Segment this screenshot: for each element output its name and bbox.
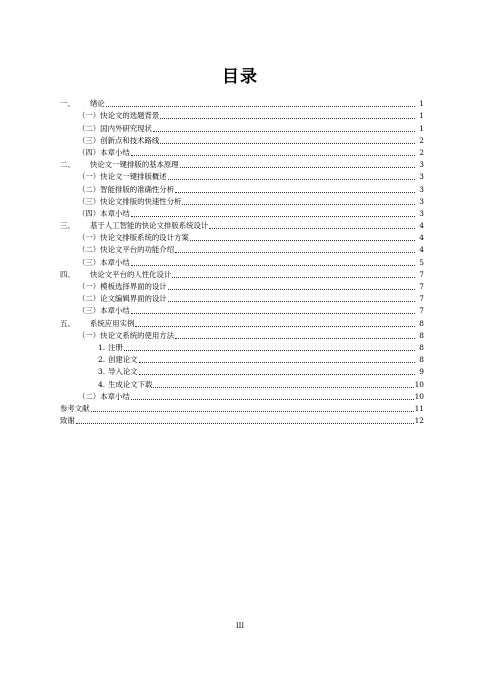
toc-entry-label: （一）模板选择界面的设计 [78, 282, 167, 291]
toc-entry-page: 2 [419, 135, 424, 145]
dot-leader [153, 387, 413, 388]
dot-leader [190, 240, 415, 241]
toc-entry-label: 快论文一键排版的基本原理 [90, 160, 179, 170]
dot-leader [182, 204, 415, 205]
toc-entry[interactable] [60, 134, 424, 146]
dot-leader [135, 326, 415, 327]
toc-entry[interactable] [60, 195, 424, 207]
toc-entry[interactable] [60, 292, 424, 304]
dot-leader [139, 362, 415, 363]
toc-entry-number: 2. [98, 355, 106, 365]
toc-entry[interactable] [60, 402, 424, 414]
toc-entry-page: 7 [419, 282, 424, 291]
dot-leader [160, 118, 415, 119]
dot-leader [175, 192, 415, 193]
dot-leader [172, 277, 415, 278]
toc-entry[interactable] [60, 304, 424, 316]
dot-leader [139, 374, 415, 375]
toc-entry-label: （一）快论文系统的使用方法 [78, 330, 175, 340]
toc-entry[interactable] [60, 121, 424, 133]
toc-entry-page: 8 [419, 318, 424, 328]
toc-entry-number: 一、 [60, 99, 75, 109]
dot-leader [131, 216, 415, 217]
toc-entry-page: 4 [419, 245, 424, 255]
toc-entry-label: （三）创新点和技术路线 [78, 135, 160, 145]
toc-entry[interactable] [60, 390, 424, 402]
toc-entry-label: 致谢 [60, 416, 75, 426]
toc-entry-page: 7 [419, 294, 424, 304]
toc-entry-page: 11 [414, 403, 424, 413]
dot-leader [131, 265, 415, 266]
dot-leader [168, 289, 415, 290]
toc-entry-page: 3 [419, 184, 424, 194]
dot-leader [160, 143, 415, 144]
toc-entry-page: 8 [419, 342, 424, 352]
toc-entry-number: 3. [98, 367, 106, 377]
toc-entry-label: （一）快论文排版系统的设计方案 [78, 233, 189, 243]
dot-leader [131, 399, 414, 400]
toc-entry[interactable] [60, 341, 424, 353]
toc-entry[interactable] [60, 414, 424, 426]
toc-entry[interactable] [60, 158, 424, 170]
toc-entry[interactable] [60, 231, 424, 243]
dot-leader [175, 338, 415, 339]
toc-entry-page: 8 [419, 330, 424, 340]
toc-entry-number: 二、 [60, 160, 75, 170]
dot-leader [153, 131, 415, 132]
toc-entry-page: 7 [419, 306, 424, 316]
toc-entry-label: 导入论文 [108, 367, 138, 377]
toc-entry[interactable] [60, 377, 424, 389]
toc-entry-label: 系统应用实例 [90, 318, 135, 328]
dot-leader [76, 423, 414, 424]
toc-entry-number: 五、 [60, 318, 75, 328]
toc-entry[interactable] [60, 182, 424, 194]
dot-leader [168, 179, 415, 180]
toc-entry-page: 8 [419, 355, 424, 365]
toc-entry-label: （二）快论文平台的功能介绍 [78, 245, 175, 255]
toc-entry-label: （四）本章小结 [78, 208, 130, 218]
toc-entry-number: 4. [98, 379, 106, 389]
toc-entry[interactable] [60, 268, 424, 280]
dot-leader [180, 167, 415, 168]
dot-leader [175, 252, 415, 253]
toc-entry-label: 生成论文下载 [108, 379, 153, 389]
toc-entry-page: 7 [419, 269, 424, 279]
toc-entry-label: （一）快论文的选题背景 [78, 111, 160, 121]
toc-entry-label: 快论文平台的人性化设计 [90, 269, 172, 279]
toc-entry[interactable] [60, 329, 424, 341]
toc-entry-page: 4 [419, 221, 424, 231]
toc-entry-label: 参考文献 [60, 403, 90, 413]
toc-entry-label: （二）智能排版的准确性分析 [78, 184, 175, 194]
dot-leader [91, 411, 414, 412]
toc-entry-page: 3 [419, 160, 424, 170]
toc-entry[interactable] [60, 109, 424, 121]
dot-leader [168, 301, 415, 302]
toc-entry[interactable] [60, 365, 424, 377]
toc-entry-page: 2 [419, 147, 424, 157]
toc-entry-page: 1 [419, 123, 424, 133]
toc-entry-label: 注册 [108, 342, 123, 352]
toc-entry-label: 创建论文 [108, 355, 138, 365]
toc-entry-label: （二）本章小结 [78, 391, 130, 401]
toc-entry[interactable] [60, 316, 424, 328]
toc-entry-label: （二）国内外研究现状 [78, 123, 152, 133]
toc-entry-number: 三、 [60, 221, 75, 231]
table-of-contents [60, 97, 424, 426]
dot-leader [209, 228, 415, 229]
toc-entry[interactable] [60, 207, 424, 219]
toc-entry[interactable] [60, 280, 424, 292]
toc-entry-label: （一）快论文一键排版概述 [78, 172, 167, 182]
toc-entry-label: 绪论 [90, 99, 105, 109]
toc-entry-number: 四、 [60, 269, 75, 279]
toc-entry[interactable] [60, 170, 424, 182]
dot-leader [124, 350, 415, 351]
toc-entry-page: 3 [419, 196, 424, 206]
toc-entry[interactable] [60, 243, 424, 255]
toc-entry-page: 3 [419, 172, 424, 182]
toc-entry-page: 4 [419, 233, 424, 243]
dot-leader [131, 313, 415, 314]
dot-leader [106, 106, 415, 107]
toc-entry-page: 1 [419, 99, 424, 109]
toc-entry[interactable] [60, 353, 424, 365]
toc-entry-label: （二）论文编辑界面的设计 [78, 294, 167, 304]
toc-entry-page: 10 [414, 391, 424, 401]
toc-entry-page: 3 [419, 208, 424, 218]
page-title: 目录 [222, 67, 258, 87]
toc-entry-label: （四）本章小结 [78, 147, 130, 157]
toc-entry[interactable] [60, 255, 424, 267]
dot-leader [131, 155, 415, 156]
page-number-footer: III [235, 622, 245, 630]
toc-entry-label: （三）本章小结 [78, 306, 130, 316]
toc-entry-page: 10 [414, 379, 424, 389]
toc-entry[interactable] [60, 146, 424, 158]
toc-entry-label: （三）本章小结 [78, 257, 130, 267]
toc-entry-page: 1 [419, 111, 424, 121]
toc-entry-page: 9 [419, 367, 424, 377]
toc-entry-page: 12 [414, 416, 424, 426]
toc-entry[interactable] [60, 97, 424, 109]
toc-entry[interactable] [60, 219, 424, 231]
toc-entry-number: 1. [98, 342, 106, 352]
toc-entry-label: 基于人工智能的快论文排版系统设计 [90, 221, 209, 231]
toc-entry-label: （三）快论文排版的快速性分析 [78, 196, 182, 206]
toc-entry-page: 5 [419, 257, 424, 267]
